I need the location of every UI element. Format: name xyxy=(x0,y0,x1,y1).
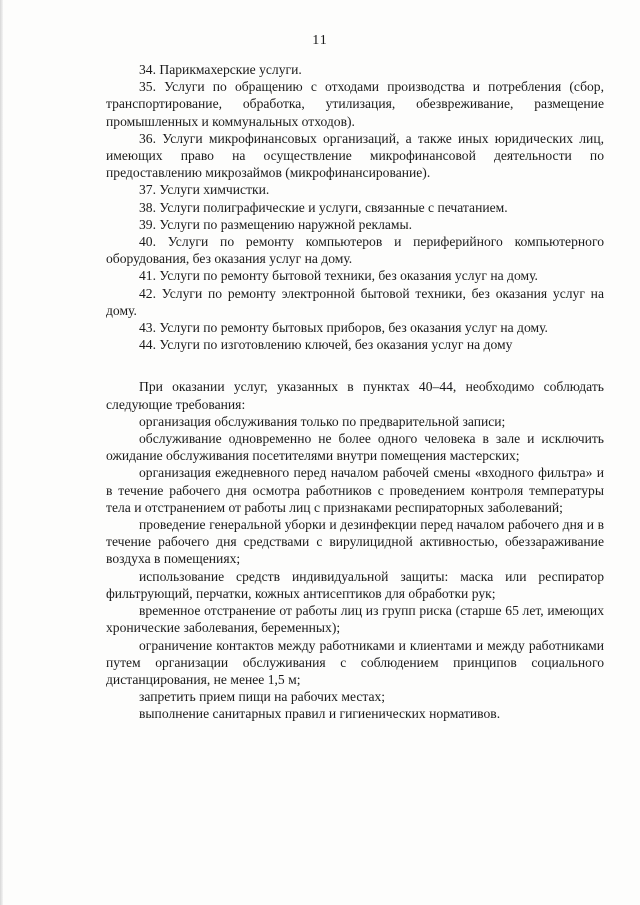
requirement-item: использование средств индивидуальной защиты: маска или респиратор фильтрующий, перчатки, кожных антисептиков для обработки рук; xyxy=(106,568,604,601)
list-item: 36. Услуги микрофинансовых организаций, а также иных юридических лиц, имеющих право на осуществление микрофинансовой деятельности по предоставлению микрозаймов (микрофинансирование). xyxy=(106,130,604,181)
list-item: 44. Услуги по изготовлению ключей, без оказания услуг на дому xyxy=(139,337,513,353)
requirement-item: временное отстранение от работы лиц из групп риска (старше 65 лет, имеющих хронические заболевания, беременных); xyxy=(106,603,604,636)
list-item: 38. Услуги полиграфические и услуги, связанные с печатанием. xyxy=(139,199,508,215)
list-item: 40. Услуги по ремонту компьютеров и периферийного компьютерного оборудования, без оказания услуг на дому. xyxy=(106,234,604,267)
list-item: 43. Услуги по ремонту бытовых приборов, без оказания услуг на дому. xyxy=(139,320,548,336)
requirement-item: выполнение санитарных правил и гигиенических нормативов. xyxy=(139,706,501,722)
list-item: 35. Услуги по обращению с отходами производства и потребления (сбор, транспортирование, обработка, утилизация, обезвреживание, размещение промышленных и коммунальных отходов). xyxy=(106,79,604,129)
requirement-item: обслуживание одновременно не более одного человека в зале и исключить ожидание обслуживания посетителями внутри помещения мастерских; xyxy=(106,431,604,464)
requirement-item: ограничение контактов между работниками и клиентами и между работниками путем организации обслуживания с соблюдением принципов социального дистанцирования, не менее 1,5 м; xyxy=(106,637,604,687)
requirement-item: организация обслуживания только по предварительной записи; xyxy=(139,413,506,429)
list-item: 39. Услуги по размещению наружной рекламы. xyxy=(139,216,413,232)
document-body xyxy=(106,61,604,723)
scan-edge xyxy=(0,0,3,905)
page-number: 11 xyxy=(312,33,328,48)
requirement-item: запретить прием пищи на рабочих местах; xyxy=(139,689,386,705)
list-item: 34. Парикмахерские услуги. xyxy=(139,62,302,77)
requirement-item: проведение генеральной уборки и дезинфекции перед началом рабочего дня и в течение рабочего дня средствами с вирулицидной активностью, обеззараживание воздуха в помещениях; xyxy=(106,517,604,567)
requirement-item: организация ежедневного перед началом рабочей смены «входного фильтра» и в течение рабочего дня осмотра работников с проведением контроля температуры тела и отстранением от работы лиц с признаками респираторных заболеваний; xyxy=(106,465,604,515)
list-item: 37. Услуги химчистки. xyxy=(139,182,270,198)
paragraph-gap xyxy=(106,353,604,378)
requirements-intro: При оказании услуг, указанных в пунктах 40–44, необходимо соблюдать следующие требования: xyxy=(106,379,604,412)
list-item: 41. Услуги по ремонту бытовой техники, без оказания услуг на дому. xyxy=(139,268,538,284)
list-item: 42. Услуги по ремонту электронной бытовой техники, без оказания услуг на дому. xyxy=(106,285,604,318)
